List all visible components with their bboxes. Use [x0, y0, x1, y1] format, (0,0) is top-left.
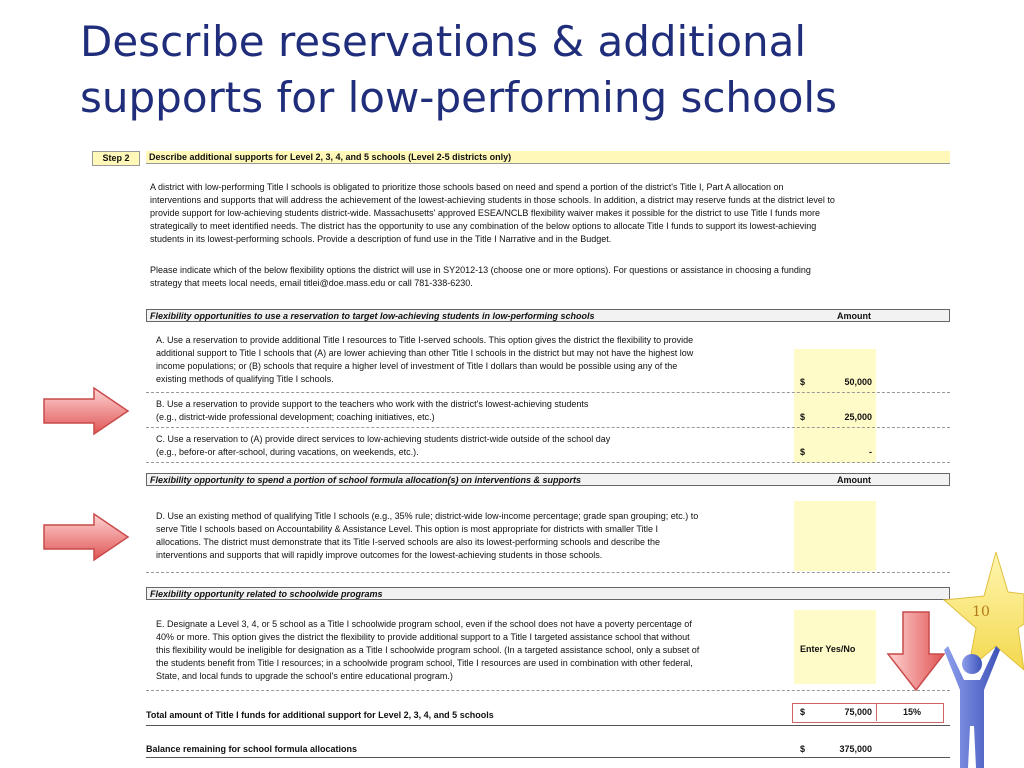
total-cell-divider: [876, 703, 877, 721]
option-line: (e.g., district-wide professional development; coaching initiatives, etc.): [156, 412, 435, 422]
amount-column-header: Amount: [837, 475, 871, 485]
section-header-schoolwide: [146, 587, 950, 600]
balance-currency: $: [800, 744, 806, 754]
intro-paragraph: [150, 181, 950, 246]
option-line: allocations. The district must demonstrate that its Title I-served schools are also its lowest-performing schools and describe the: [156, 537, 661, 547]
option-b-currency: $: [800, 412, 806, 422]
amount-input-column: [794, 349, 876, 463]
title-line-2: supports for low-performing schools: [80, 73, 837, 122]
instruction-line: strategy that meets local needs, email titlei@doe.mass.edu or call 781-338-6230.: [150, 278, 473, 288]
enter-yes-no-label: Enter Yes/No: [800, 644, 856, 654]
total-percent: 15%: [903, 707, 922, 717]
balance-underline: [146, 757, 950, 758]
balance-label: Balance remaining for school formula allocations: [146, 744, 358, 754]
option-line: the students benefit from Title I resources; in a schoolwide program school, Title I resources are used in combination with other federal,: [156, 658, 693, 668]
down-arrow-icon: [886, 610, 946, 692]
option-line: this flexibility would be ineligible for designation as a Title I schoolwide program school. (In a targeted assistance school, only a subset of: [156, 645, 700, 655]
step-label: Step 2: [92, 151, 140, 166]
instruction-paragraph: [150, 264, 950, 290]
option-line: C. Use a reservation to (A) provide direct services to low-achieving students district-wide outside of the school day: [156, 434, 611, 444]
option-line: existing methods of qualifying Title I schools.: [156, 374, 334, 384]
section-header-reservation: [146, 309, 950, 322]
total-label: Total amount of Title I funds for additional support for Level 2, 3, 4, and 5 schools: [146, 710, 494, 720]
row-divider: [146, 392, 950, 393]
option-d-amount-input[interactable]: [794, 501, 876, 571]
section-title: Flexibility opportunities to use a reservation to target low-achieving students in low-performing schools: [150, 311, 595, 321]
option-c-currency: $: [800, 447, 806, 457]
option-line: B. Use a reservation to provide support to the teachers who work with the district's lowest-achieving students: [156, 399, 589, 409]
option-c-text: [156, 433, 790, 459]
intro-line: provide support for low-achieving students district-wide. Massachusetts' approved ESEA/NCLB flexibility waiver makes it possible for the district to use Title I funds more: [150, 208, 821, 218]
step-heading: Describe additional supports for Level 2, 3, 4, and 5 schools (Level 2-5 districts only): [146, 151, 950, 164]
option-c-amount[interactable]: -: [869, 447, 872, 457]
row-divider: [146, 690, 950, 691]
row-divider: [146, 427, 950, 428]
instruction-line: Please indicate which of the below flexibility options the district will use in SY2012-13 (choose one or more options). For questions or assistance in choosing a funding: [150, 265, 811, 275]
option-e-text: [156, 618, 790, 683]
option-b-amount[interactable]: 25,000: [844, 412, 872, 422]
intro-line: strategically to meet identified needs. The district has the opportunity to use any combination of the below options to allocate Title I funds to support its lowest-achieving: [150, 221, 817, 231]
row-divider: [146, 462, 950, 463]
row-divider: [146, 572, 950, 573]
option-line: 40% or more. This option gives the district the flexibility to provide additional support to a Title I targeted assistance school that without: [156, 632, 690, 642]
option-line: (e.g., before-or after-school, during vacations, on weekends, etc.).: [156, 447, 419, 457]
section-title: Flexibility opportunity related to schoolwide programs: [150, 589, 383, 599]
amount-column-header: Amount: [837, 311, 871, 321]
option-line: State, and local funds to upgrade the school's entire educational program.): [156, 671, 453, 681]
section-title: Flexibility opportunity to spend a portion of school formula allocation(s) on interventions & supports: [150, 475, 582, 485]
slide-title: [80, 14, 980, 126]
option-line: A. Use a reservation to provide additional Title I resources to Title I-served schools. This option gives the district the flexibility to provide: [156, 335, 694, 345]
option-line: interventions and supports that will rapidly improve outcomes for the lowest-achieving students in those schools.: [156, 550, 603, 560]
total-amount: 75,000: [844, 707, 872, 717]
title-line-1: Describe reservations & additional: [80, 17, 807, 66]
total-currency: $: [800, 707, 806, 717]
option-b-text: [156, 398, 790, 424]
option-a-currency: $: [800, 377, 806, 387]
intro-line: interventions and supports that will address the achievement of the lowest-achieving students in those schools. In addition, a district may reserve funds at the district level to: [150, 195, 835, 205]
balance-amount: 375,000: [839, 744, 872, 754]
total-underline: [146, 725, 950, 726]
option-a-amount[interactable]: 50,000: [844, 377, 872, 387]
right-arrow-icon: [42, 386, 130, 436]
section-header-formula: [146, 473, 950, 486]
option-line: E. Designate a Level 3, 4, or 5 school as a Title I schoolwide program school, even if the school does not have a poverty percentage of: [156, 619, 692, 629]
intro-line: A district with low-performing Title I schools is obligated to prioritize those schools based on need and spend a portion of the district's Title I, Part A allocation on: [150, 182, 784, 192]
option-line: serve Title I schools based on Accountability & Assistance Level. This option is most appropriate for districts with smaller Title I: [156, 524, 659, 534]
page-number: 10: [972, 604, 990, 620]
option-line: additional support to Title I schools that (A) are lower achieving than other Title I schools in the district but may not have the highest low: [156, 348, 694, 358]
option-a-text: [156, 334, 790, 386]
option-d-text: [156, 510, 790, 562]
person-figure-icon: [944, 646, 1000, 768]
option-line: D. Use an existing method of qualifying Title I schools (e.g., 35% rule; district-wide low-income percentage; grade span grouping; etc.) to: [156, 511, 699, 521]
right-arrow-icon: [42, 512, 130, 562]
intro-line: students in its lowest-performing schools. Provide a description of fund use in the Title I Narrative and in the Budget.: [150, 234, 612, 244]
option-line: income populations; or (B) schools that require a higher level of investment of Title I dollars than would be possible using any of the: [156, 361, 678, 371]
worksheet: [88, 150, 950, 764]
